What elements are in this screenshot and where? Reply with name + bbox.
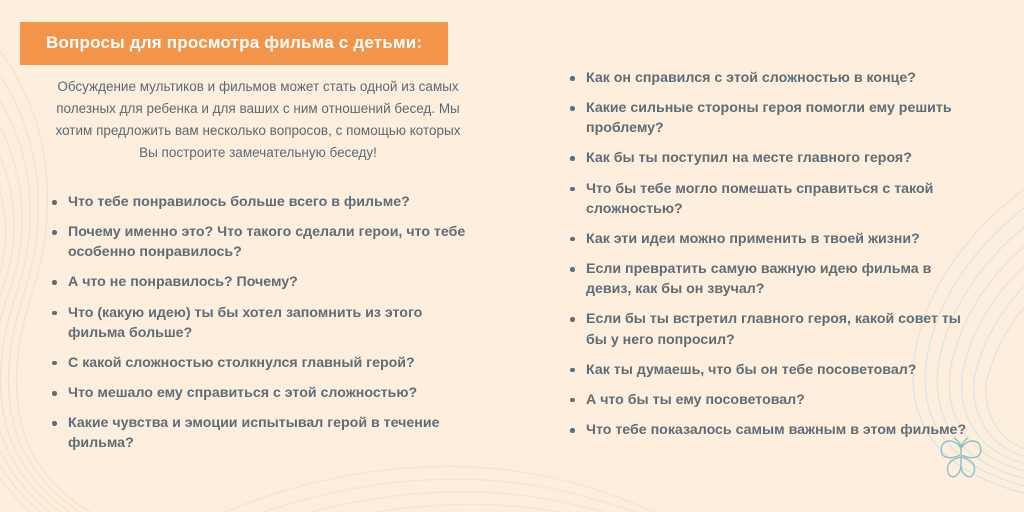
- right-question-column: [566, 68, 976, 450]
- intro-paragraph: Обсуждение мультиков и фильмов может стать одной из самых полезных для ребенка и для ваших с ним отношений бесед. Мы хотим предложить вам несколько вопросов, с помощью которых Вы построите замечательную беседу!: [55, 79, 461, 160]
- list-item: Что тебе понравилось больше всего в фильме?: [48, 192, 468, 212]
- page-title: Вопросы для просмотра фильма с детьми:: [20, 22, 448, 65]
- list-item: Что мешало ему справиться с этой сложностью?: [48, 383, 468, 403]
- butterfly-icon: [934, 432, 988, 486]
- list-item: Если превратить самую важную идею фильма в девиз, как бы он звучал?: [566, 259, 976, 299]
- list-item: Если бы ты встретил главного героя, какой совет ты бы у него попросил?: [566, 309, 976, 349]
- list-item: С какой сложностью столкнулся главный герой?: [48, 353, 468, 373]
- list-item: Как эти идеи можно применить в твоей жизни?: [566, 229, 976, 249]
- list-item: Как бы ты поступил на месте главного героя?: [566, 148, 976, 168]
- list-item: А что бы ты ему посоветовал?: [566, 390, 976, 410]
- left-question-list: [48, 192, 468, 454]
- list-item: Почему именно это? Что такого сделали герои, что тебе особенно понравилось?: [48, 222, 468, 262]
- list-item: Что (какую идею) ты бы хотел запомнить из этого фильма больше?: [48, 303, 468, 343]
- list-item: Как ты думаешь, что бы он тебе посоветовал?: [566, 360, 976, 380]
- list-item: А что не понравилось? Почему?: [48, 272, 468, 292]
- right-question-list: [566, 68, 976, 440]
- list-item: Что бы тебе могло помешать справиться с такой сложностью?: [566, 179, 976, 219]
- list-item: Какие сильные стороны героя помогли ему решить проблему?: [566, 98, 976, 138]
- list-item: Как он справился с этой сложностью в конце?: [566, 68, 976, 88]
- list-item: Какие чувства и эмоции испытывал герой в течение фильма?: [48, 413, 468, 453]
- left-question-column: [48, 192, 468, 464]
- list-item: Что тебе показалось самым важным в этом фильме?: [566, 420, 976, 440]
